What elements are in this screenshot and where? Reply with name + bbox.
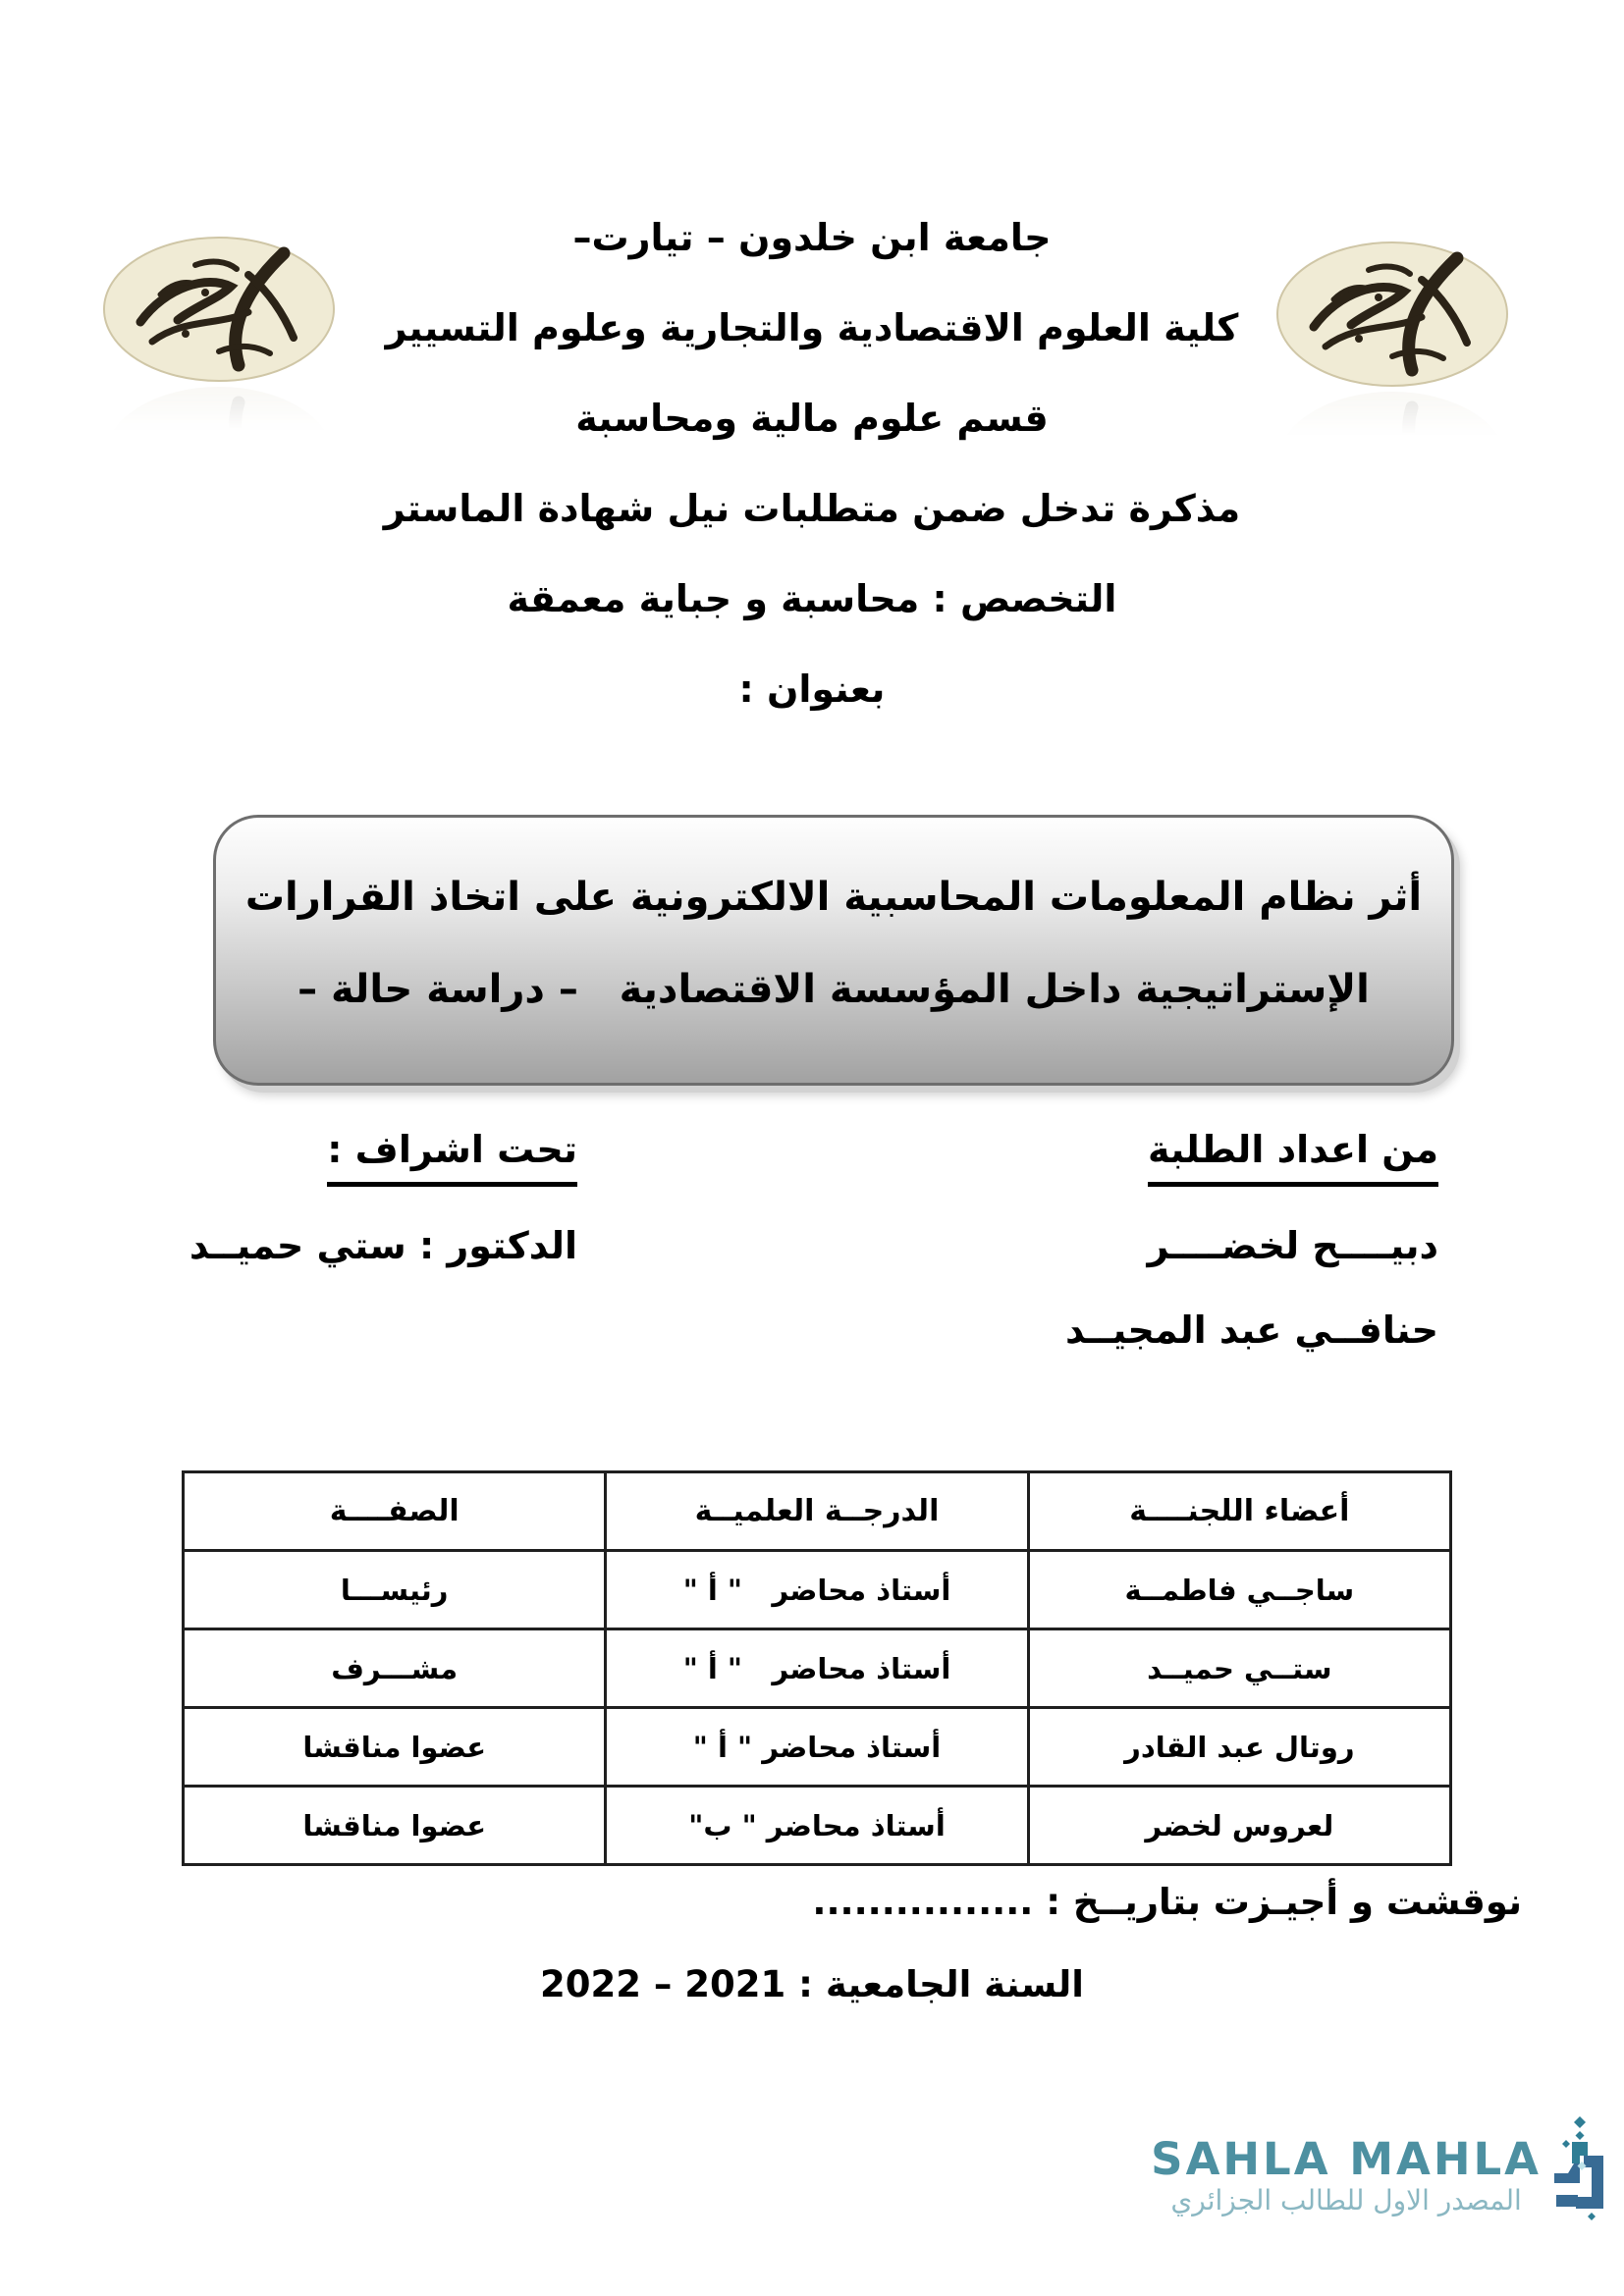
student-name-1: دبيــــح لخضــــر <box>1147 1224 1438 1268</box>
table-row <box>184 1551 1451 1629</box>
committee-header-role: الصفــــة <box>184 1472 606 1551</box>
member-role: مشـــرف <box>184 1629 606 1708</box>
brand-tagline: المصدر الاول للطالب الجزائري <box>1170 2184 1522 2217</box>
defense-date-line: نوقشت و أجيـزت بتاريــخ : ................ <box>812 1881 1522 1923</box>
member-degree: أستاذ محاضر " أ " <box>606 1708 1028 1787</box>
supervisor-name: الدكتور : ستي حميــد <box>189 1224 577 1268</box>
supervisor-heading: تحت اشراف : <box>327 1126 577 1187</box>
academic-year-line: السنة الجامعية : 2021 – 2022 <box>540 1963 1084 2005</box>
thesis-title-box <box>213 815 1454 1086</box>
supervisor-block <box>189 1126 577 1271</box>
thesis-title-line2: الإستراتيجية داخل المؤسسة الاقتصادية – دراسة حالة – <box>298 967 1370 1012</box>
table-row <box>184 1787 1451 1865</box>
table-row <box>184 1629 1451 1708</box>
committee-header-members: أعضاء اللجنــــة <box>1028 1472 1450 1551</box>
member-role: عضوا مناقشا <box>184 1708 606 1787</box>
student-name-2: حنافــي عبد المجيــد <box>1065 1308 1438 1352</box>
calligraphy-brand-icon <box>1547 2116 1612 2222</box>
member-name: لعروس لخضر <box>1028 1787 1450 1865</box>
brand-name: SAHLA MAHLA <box>1151 2133 1542 2185</box>
brand-text-block <box>1151 2133 1542 2217</box>
memo-requirement-line: مذكرة تدخل ضمن متطلبات نيل شهادة الماستر <box>383 487 1241 530</box>
committee-header-degree: الدرجــة العلميــة <box>606 1472 1028 1551</box>
sahla-mahla-logo <box>1151 2116 1612 2222</box>
member-degree: أستاذ محاضر " ب" <box>606 1787 1028 1865</box>
university-name: جامعة ابن خلدون – تيارت– <box>572 216 1052 259</box>
specialty-line: التخصص : محاسبة و جباية معمقة <box>507 577 1117 620</box>
header-block <box>0 192 1624 734</box>
member-degree: أستاذ محاضر " أ " <box>606 1629 1028 1708</box>
member-name: ستــي حميــد <box>1028 1629 1450 1708</box>
member-name: ساجــي فاطمــة <box>1028 1551 1450 1629</box>
member-name: روتال عبد القادر <box>1028 1708 1450 1787</box>
table-row <box>184 1708 1451 1787</box>
faculty-name: كلية العلوم الاقتصادية والتجارية وعلوم التسيير <box>385 306 1239 349</box>
member-role: رئيســـا <box>184 1551 606 1629</box>
entitled-label: بعنوان : <box>738 667 886 711</box>
member-role: عضوا مناقشا <box>184 1787 606 1865</box>
students-block <box>1065 1126 1438 1355</box>
thesis-title-line1: أثر نظام المعلومات المحاسبية الالكترونية على اتخاذ القرارات <box>244 875 1423 920</box>
committee-table <box>182 1470 1452 1866</box>
department-name: قسم علوم مالية ومحاسبة <box>575 397 1049 440</box>
committee-header-row <box>184 1472 1451 1551</box>
students-heading: من اعداد الطلبة <box>1148 1126 1438 1187</box>
member-degree: أستاذ محاضر " أ " <box>606 1551 1028 1629</box>
